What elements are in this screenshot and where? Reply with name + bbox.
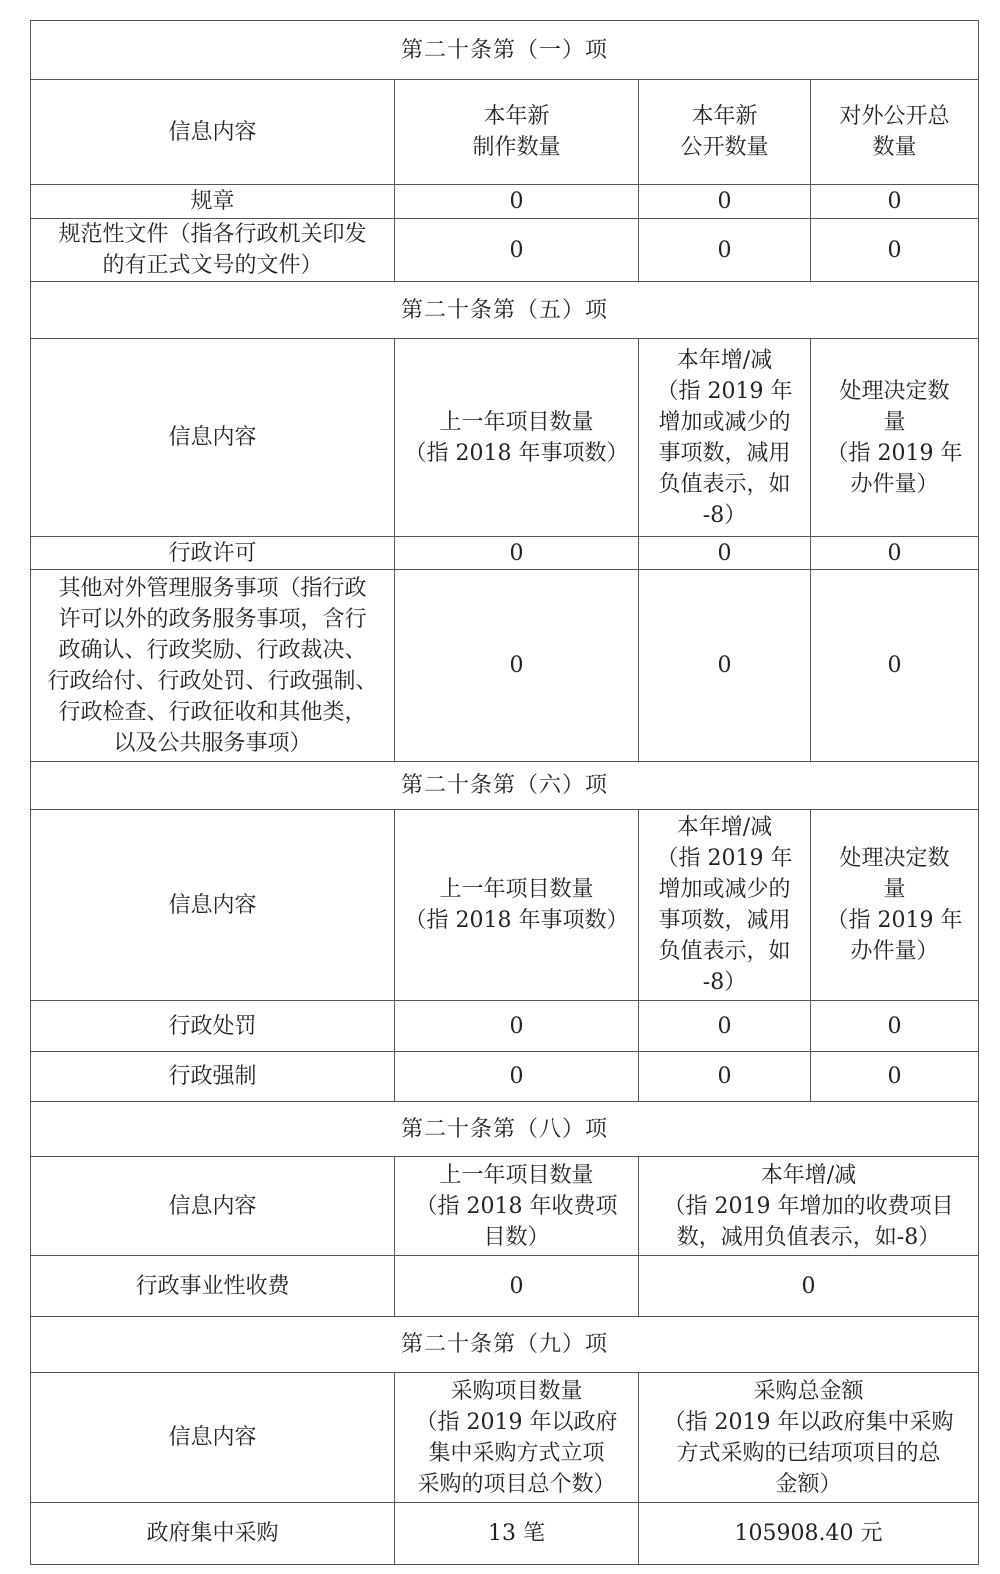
- section-header-row: [31, 762, 979, 810]
- header-info-content: 信息内容: [31, 810, 395, 1001]
- cell-value: 0: [639, 219, 811, 282]
- cell-value: 13 笔: [395, 1503, 639, 1565]
- header-info-content: 信息内容: [31, 1373, 395, 1503]
- cell-value: 0: [811, 185, 979, 219]
- column-header-row: [31, 1157, 979, 1256]
- cell-value: 0: [395, 1052, 639, 1102]
- column-header-row: [31, 80, 979, 185]
- section-header-row: [31, 282, 979, 339]
- row-label: 行政强制: [31, 1052, 395, 1102]
- cell-value: 0: [395, 570, 639, 762]
- cell-value: 0: [639, 185, 811, 219]
- cell-value: 0: [639, 570, 811, 762]
- cell-value: 0: [639, 1256, 979, 1317]
- row-label: 行政处罚: [31, 1001, 395, 1052]
- row-label: 规章: [31, 185, 395, 219]
- cell-value: 105908.40 元: [639, 1503, 979, 1565]
- table-row: [31, 537, 979, 570]
- table-row: [31, 1001, 979, 1052]
- table-row: [31, 570, 979, 762]
- cell-value: 0: [395, 1256, 639, 1317]
- header-info-content: 信息内容: [31, 339, 395, 537]
- header-total-public-count: 对外公开总 数量: [811, 80, 979, 185]
- table-row: [31, 1052, 979, 1102]
- row-label: 其他对外管理服务事项（指行政 许可以外的政务服务事项，含行 政确认、行政奖励、行政裁决、 行政给付、行政处罚、行政强制、 行政检查、行政征收和其他类， 以及公共服务事项）: [31, 570, 395, 762]
- header-previous-year-fee-count: 上一年项目数量 （指 2018 年收费项 目数）: [395, 1157, 639, 1256]
- header-new-produced-count: 本年新 制作数量: [395, 80, 639, 185]
- header-previous-year-count: 上一年项目数量 （指 2018 年事项数）: [395, 339, 639, 537]
- cell-value: 0: [395, 185, 639, 219]
- header-procurement-total-amount: 采购总金额 （指 2019 年以政府集中采购 方式采购的已结项项目的总 金额）: [639, 1373, 979, 1503]
- section-header-row: [31, 1317, 979, 1373]
- section-header-row: [31, 21, 979, 80]
- cell-value: 0: [811, 1052, 979, 1102]
- table-row: [31, 1503, 979, 1565]
- header-previous-year-count: 上一年项目数量 （指 2018 年事项数）: [395, 810, 639, 1001]
- header-info-content: 信息内容: [31, 1157, 395, 1256]
- section-title: 第二十条第（五）项: [31, 282, 979, 339]
- row-label: 行政事业性收费: [31, 1256, 395, 1317]
- cell-value: 0: [811, 570, 979, 762]
- header-info-content: 信息内容: [31, 80, 395, 185]
- header-year-fee-change: 本年增/减 （指 2019 年增加的收费项目 数，减用负值表示，如-8）: [639, 1157, 979, 1256]
- column-header-row: [31, 810, 979, 1001]
- cell-value: 0: [395, 219, 639, 282]
- header-year-change: 本年增/减 （指 2019 年 增加或减少的 事项数，减用 负值表示，如 -8）: [639, 810, 811, 1001]
- header-new-published-count: 本年新 公开数量: [639, 80, 811, 185]
- row-label: 规范性文件（指各行政机关印发 的有正式文号的文件）: [31, 219, 395, 282]
- table-row: [31, 185, 979, 219]
- section-title: 第二十条第（六）项: [31, 762, 979, 810]
- table-row: [31, 219, 979, 282]
- government-info-disclosure-table: [30, 20, 979, 1565]
- cell-value: 0: [811, 537, 979, 570]
- cell-value: 0: [811, 1001, 979, 1052]
- section-title: 第二十条第（九）项: [31, 1317, 979, 1373]
- section-header-row: [31, 1102, 979, 1157]
- header-procurement-count: 采购项目数量 （指 2019 年以政府 集中采购方式立项 采购的项目总个数）: [395, 1373, 639, 1503]
- column-header-row: [31, 339, 979, 537]
- header-decision-count: 处理决定数 量 （指 2019 年 办件量）: [811, 339, 979, 537]
- cell-value: 0: [639, 537, 811, 570]
- cell-value: 0: [811, 219, 979, 282]
- cell-value: 0: [639, 1052, 811, 1102]
- header-year-change: 本年增/减 （指 2019 年 增加或减少的 事项数，减用 负值表示，如 -8）: [639, 339, 811, 537]
- table-row: [31, 1256, 979, 1317]
- column-header-row: [31, 1373, 979, 1503]
- row-label: 行政许可: [31, 537, 395, 570]
- section-title: 第二十条第（八）项: [31, 1102, 979, 1157]
- row-label: 政府集中采购: [31, 1503, 395, 1565]
- cell-value: 0: [395, 1001, 639, 1052]
- header-decision-count: 处理决定数 量 （指 2019 年 办件量）: [811, 810, 979, 1001]
- cell-value: 0: [395, 537, 639, 570]
- cell-value: 0: [639, 1001, 811, 1052]
- section-title: 第二十条第（一）项: [31, 21, 979, 80]
